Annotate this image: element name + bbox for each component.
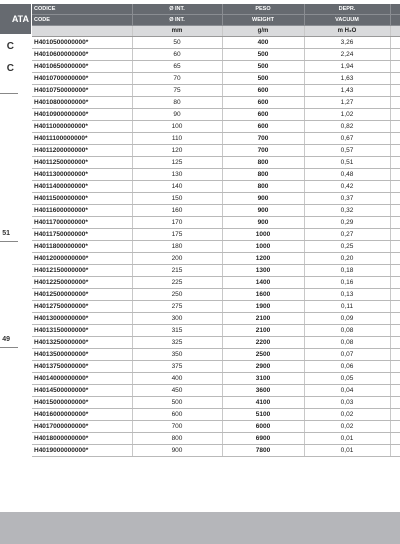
left-note-1: 51 xyxy=(2,230,10,237)
cell-int: 500 xyxy=(132,397,222,409)
cell-extra xyxy=(390,133,400,145)
cell-depr: 1,27 xyxy=(304,97,390,109)
left-header-band xyxy=(0,4,31,34)
cell-peso: 500 xyxy=(222,49,304,61)
cell-int: 800 xyxy=(132,433,222,445)
cell-code: H4011700000000* xyxy=(32,217,132,229)
cell-extra xyxy=(390,301,400,313)
cell-peso: 2200 xyxy=(222,337,304,349)
col-header-extra xyxy=(390,4,400,15)
cell-depr: 0,37 xyxy=(304,193,390,205)
cell-depr: 1,02 xyxy=(304,109,390,121)
cell-int: 50 xyxy=(132,37,222,49)
cell-depr: 0,32 xyxy=(304,205,390,217)
cell-int: 225 xyxy=(132,277,222,289)
cell-depr: 0,13 xyxy=(304,289,390,301)
cell-int: 275 xyxy=(132,301,222,313)
table-row xyxy=(32,97,400,109)
cell-extra xyxy=(390,145,400,157)
cell-extra xyxy=(390,229,400,241)
table-row xyxy=(32,397,400,409)
cell-depr: 0,06 xyxy=(304,361,390,373)
cell-peso: 600 xyxy=(222,85,304,97)
cell-code: H4015000000000* xyxy=(32,397,132,409)
table-row xyxy=(32,169,400,181)
table-row xyxy=(32,73,400,85)
table-row xyxy=(32,385,400,397)
table-row xyxy=(32,49,400,61)
cell-extra xyxy=(390,85,400,97)
cell-extra xyxy=(390,49,400,61)
header-row-english xyxy=(32,15,400,26)
cell-depr: 0,05 xyxy=(304,373,390,385)
table-row xyxy=(32,229,400,241)
table-row xyxy=(32,445,400,457)
cell-depr: 1,63 xyxy=(304,73,390,85)
cell-peso: 900 xyxy=(222,217,304,229)
cell-extra xyxy=(390,241,400,253)
table-body xyxy=(32,37,400,457)
cell-code: H4013000000000* xyxy=(32,313,132,325)
table-row xyxy=(32,337,400,349)
cell-int: 375 xyxy=(132,361,222,373)
cell-depr: 1,94 xyxy=(304,61,390,73)
cell-depr: 0,18 xyxy=(304,265,390,277)
cell-peso: 1000 xyxy=(222,241,304,253)
cell-peso: 4100 xyxy=(222,397,304,409)
cell-int: 150 xyxy=(132,193,222,205)
cell-extra xyxy=(390,409,400,421)
cell-extra xyxy=(390,397,400,409)
table-row xyxy=(32,373,400,385)
table-row xyxy=(32,121,400,133)
cell-extra xyxy=(390,109,400,121)
table-row xyxy=(32,217,400,229)
cell-peso: 800 xyxy=(222,157,304,169)
left-divider xyxy=(0,347,18,348)
table-row xyxy=(32,265,400,277)
cell-depr: 1,43 xyxy=(304,85,390,97)
cell-peso: 6000 xyxy=(222,421,304,433)
cell-code: H4011250000000* xyxy=(32,157,132,169)
col-header-codice: CODICE xyxy=(32,4,132,15)
cell-peso: 1400 xyxy=(222,277,304,289)
cell-int: 600 xyxy=(132,409,222,421)
cell-extra xyxy=(390,433,400,445)
cell-depr: 0,51 xyxy=(304,157,390,169)
cell-code: H4013250000000* xyxy=(32,337,132,349)
table-row xyxy=(32,325,400,337)
table-row xyxy=(32,37,400,49)
cell-peso: 1900 xyxy=(222,301,304,313)
table-row xyxy=(32,109,400,121)
cell-code: H4012750000000* xyxy=(32,301,132,313)
table-row xyxy=(32,289,400,301)
cell-depr: 0,67 xyxy=(304,133,390,145)
cell-code: H4011100000000* xyxy=(32,133,132,145)
spec-table xyxy=(32,4,400,457)
cell-depr: 0,57 xyxy=(304,145,390,157)
cell-code: H4014500000000* xyxy=(32,385,132,397)
table-row xyxy=(32,421,400,433)
table-row xyxy=(32,193,400,205)
cell-code: H4012150000000* xyxy=(32,265,132,277)
table-row xyxy=(32,61,400,73)
cell-depr: 0,01 xyxy=(304,445,390,457)
col-header-int-en: Ø INT. xyxy=(132,15,222,26)
cell-extra xyxy=(390,193,400,205)
cell-code: H4013500000000* xyxy=(32,349,132,361)
col-header-vacuum: VACUUM xyxy=(304,15,390,26)
cell-extra xyxy=(390,349,400,361)
cell-int: 130 xyxy=(132,169,222,181)
cell-peso: 700 xyxy=(222,133,304,145)
cell-int: 300 xyxy=(132,313,222,325)
table-row xyxy=(32,277,400,289)
cell-depr: 0,01 xyxy=(304,433,390,445)
cell-int: 200 xyxy=(132,253,222,265)
cell-code: H4011600000000* xyxy=(32,205,132,217)
cell-peso: 6900 xyxy=(222,433,304,445)
cell-code: H4010650000000* xyxy=(32,61,132,73)
cell-code: H4010900000000* xyxy=(32,109,132,121)
col-header-int: Ø INT. xyxy=(132,4,222,15)
left-panel xyxy=(0,0,32,544)
table-row xyxy=(32,349,400,361)
cell-depr: 0,48 xyxy=(304,169,390,181)
cell-extra xyxy=(390,217,400,229)
left-label-1: C xyxy=(6,41,14,52)
cell-code: H4010700000000* xyxy=(32,73,132,85)
table-row xyxy=(32,133,400,145)
cell-extra xyxy=(390,205,400,217)
cell-peso: 900 xyxy=(222,193,304,205)
cell-depr: 0,08 xyxy=(304,337,390,349)
table-row xyxy=(32,85,400,97)
table-row xyxy=(32,361,400,373)
left-divider xyxy=(0,241,18,242)
col-header-weight: WEIGHT xyxy=(222,15,304,26)
cell-code: H4010500000000* xyxy=(32,37,132,49)
cell-extra xyxy=(390,121,400,133)
cell-int: 125 xyxy=(132,157,222,169)
cell-peso: 1600 xyxy=(222,289,304,301)
cell-extra xyxy=(390,445,400,457)
cell-peso: 800 xyxy=(222,169,304,181)
cell-int: 80 xyxy=(132,97,222,109)
cell-code: H4011500000000* xyxy=(32,193,132,205)
cell-int: 315 xyxy=(132,325,222,337)
cell-peso: 3100 xyxy=(222,373,304,385)
cell-int: 250 xyxy=(132,289,222,301)
cell-int: 120 xyxy=(132,145,222,157)
cell-int: 215 xyxy=(132,265,222,277)
cell-peso: 1200 xyxy=(222,253,304,265)
cell-extra xyxy=(390,265,400,277)
cell-extra xyxy=(390,97,400,109)
unit-extra xyxy=(390,26,400,37)
cell-extra xyxy=(390,37,400,49)
cell-code: H4010800000000* xyxy=(32,97,132,109)
cell-extra xyxy=(390,421,400,433)
cell-extra xyxy=(390,361,400,373)
col-header-depr: DEPR. xyxy=(304,4,390,15)
cell-code: H4019000000000* xyxy=(32,445,132,457)
cell-int: 400 xyxy=(132,373,222,385)
cell-peso: 600 xyxy=(222,109,304,121)
cell-int: 100 xyxy=(132,121,222,133)
cell-int: 160 xyxy=(132,205,222,217)
cell-int: 180 xyxy=(132,241,222,253)
cell-code: H4011800000000* xyxy=(32,241,132,253)
cell-code: H4010600000000* xyxy=(32,49,132,61)
table-row xyxy=(32,181,400,193)
units-row xyxy=(32,26,400,37)
cell-extra xyxy=(390,325,400,337)
cell-code: H4011200000000* xyxy=(32,145,132,157)
cell-depr: 0,20 xyxy=(304,253,390,265)
cell-int: 110 xyxy=(132,133,222,145)
cell-code: H4013750000000* xyxy=(32,361,132,373)
cell-depr: 3,26 xyxy=(304,37,390,49)
table-row xyxy=(32,205,400,217)
cell-code: H4012500000000* xyxy=(32,289,132,301)
cell-peso: 600 xyxy=(222,121,304,133)
cell-extra xyxy=(390,337,400,349)
table-row xyxy=(32,253,400,265)
cell-code: H4012250000000* xyxy=(32,277,132,289)
cell-peso: 7800 xyxy=(222,445,304,457)
cell-extra xyxy=(390,157,400,169)
cell-code: H4016000000000* xyxy=(32,409,132,421)
table-row xyxy=(32,241,400,253)
cell-code: H4012000000000* xyxy=(32,253,132,265)
left-divider xyxy=(0,93,18,94)
col-header-peso: PESO xyxy=(222,4,304,15)
cell-extra xyxy=(390,289,400,301)
cell-depr: 2,24 xyxy=(304,49,390,61)
cell-code: H4011000000000* xyxy=(32,121,132,133)
cell-code: H4011400000000* xyxy=(32,181,132,193)
cell-peso: 5100 xyxy=(222,409,304,421)
cell-depr: 0,27 xyxy=(304,229,390,241)
cell-int: 70 xyxy=(132,73,222,85)
header-row-italian xyxy=(32,4,400,15)
cell-peso: 800 xyxy=(222,181,304,193)
table-row xyxy=(32,157,400,169)
cell-depr: 0,03 xyxy=(304,397,390,409)
table-row xyxy=(32,433,400,445)
cell-int: 90 xyxy=(132,109,222,121)
unit-code xyxy=(32,26,132,37)
cell-peso: 2100 xyxy=(222,325,304,337)
cell-int: 175 xyxy=(132,229,222,241)
cell-depr: 0,02 xyxy=(304,421,390,433)
cell-int: 140 xyxy=(132,181,222,193)
cell-depr: 0,11 xyxy=(304,301,390,313)
cell-peso: 2100 xyxy=(222,313,304,325)
cell-depr: 0,08 xyxy=(304,325,390,337)
cell-int: 450 xyxy=(132,385,222,397)
cell-peso: 2500 xyxy=(222,349,304,361)
cell-depr: 0,82 xyxy=(304,121,390,133)
cell-code: H4014000000000* xyxy=(32,373,132,385)
cell-peso: 1000 xyxy=(222,229,304,241)
cell-extra xyxy=(390,277,400,289)
cell-code: H4013150000000* xyxy=(32,325,132,337)
left-heading: ATA xyxy=(11,14,29,24)
cell-peso: 900 xyxy=(222,205,304,217)
cell-peso: 500 xyxy=(222,73,304,85)
spec-table-wrap xyxy=(32,4,400,457)
table-row xyxy=(32,145,400,157)
unit-depr: m H₂O xyxy=(304,26,390,37)
cell-peso: 2900 xyxy=(222,361,304,373)
table-row xyxy=(32,301,400,313)
cell-extra xyxy=(390,373,400,385)
table-row xyxy=(32,313,400,325)
cell-int: 700 xyxy=(132,421,222,433)
left-note-2: 49 xyxy=(2,336,10,343)
cell-int: 170 xyxy=(132,217,222,229)
cell-int: 325 xyxy=(132,337,222,349)
cell-int: 60 xyxy=(132,49,222,61)
footer-band xyxy=(32,512,400,544)
cell-code: H4018000000000* xyxy=(32,433,132,445)
cell-extra xyxy=(390,73,400,85)
cell-code: H4011750000000* xyxy=(32,229,132,241)
cell-peso: 1300 xyxy=(222,265,304,277)
cell-depr: 0,25 xyxy=(304,241,390,253)
cell-peso: 700 xyxy=(222,145,304,157)
col-header-extra xyxy=(390,15,400,26)
col-header-code: CODE xyxy=(32,15,132,26)
cell-code: H4010750000000* xyxy=(32,85,132,97)
cell-extra xyxy=(390,385,400,397)
cell-depr: 0,04 xyxy=(304,385,390,397)
left-bottom-band xyxy=(0,512,32,544)
cell-depr: 0,02 xyxy=(304,409,390,421)
cell-peso: 600 xyxy=(222,97,304,109)
cell-extra xyxy=(390,253,400,265)
cell-extra xyxy=(390,169,400,181)
cell-depr: 0,16 xyxy=(304,277,390,289)
table-row xyxy=(32,409,400,421)
unit-int: mm xyxy=(132,26,222,37)
cell-peso: 400 xyxy=(222,37,304,49)
cell-int: 65 xyxy=(132,61,222,73)
cell-int: 350 xyxy=(132,349,222,361)
cell-depr: 0,07 xyxy=(304,349,390,361)
unit-peso: g/m xyxy=(222,26,304,37)
cell-peso: 3600 xyxy=(222,385,304,397)
cell-int: 75 xyxy=(132,85,222,97)
left-label-2: C xyxy=(6,63,14,74)
cell-code: H4017000000000* xyxy=(32,421,132,433)
cell-extra xyxy=(390,181,400,193)
cell-depr: 0,29 xyxy=(304,217,390,229)
cell-extra xyxy=(390,313,400,325)
cell-depr: 0,09 xyxy=(304,313,390,325)
cell-extra xyxy=(390,61,400,73)
cell-code: H4011300000000* xyxy=(32,169,132,181)
cell-peso: 500 xyxy=(222,61,304,73)
cell-depr: 0,42 xyxy=(304,181,390,193)
cell-int: 900 xyxy=(132,445,222,457)
